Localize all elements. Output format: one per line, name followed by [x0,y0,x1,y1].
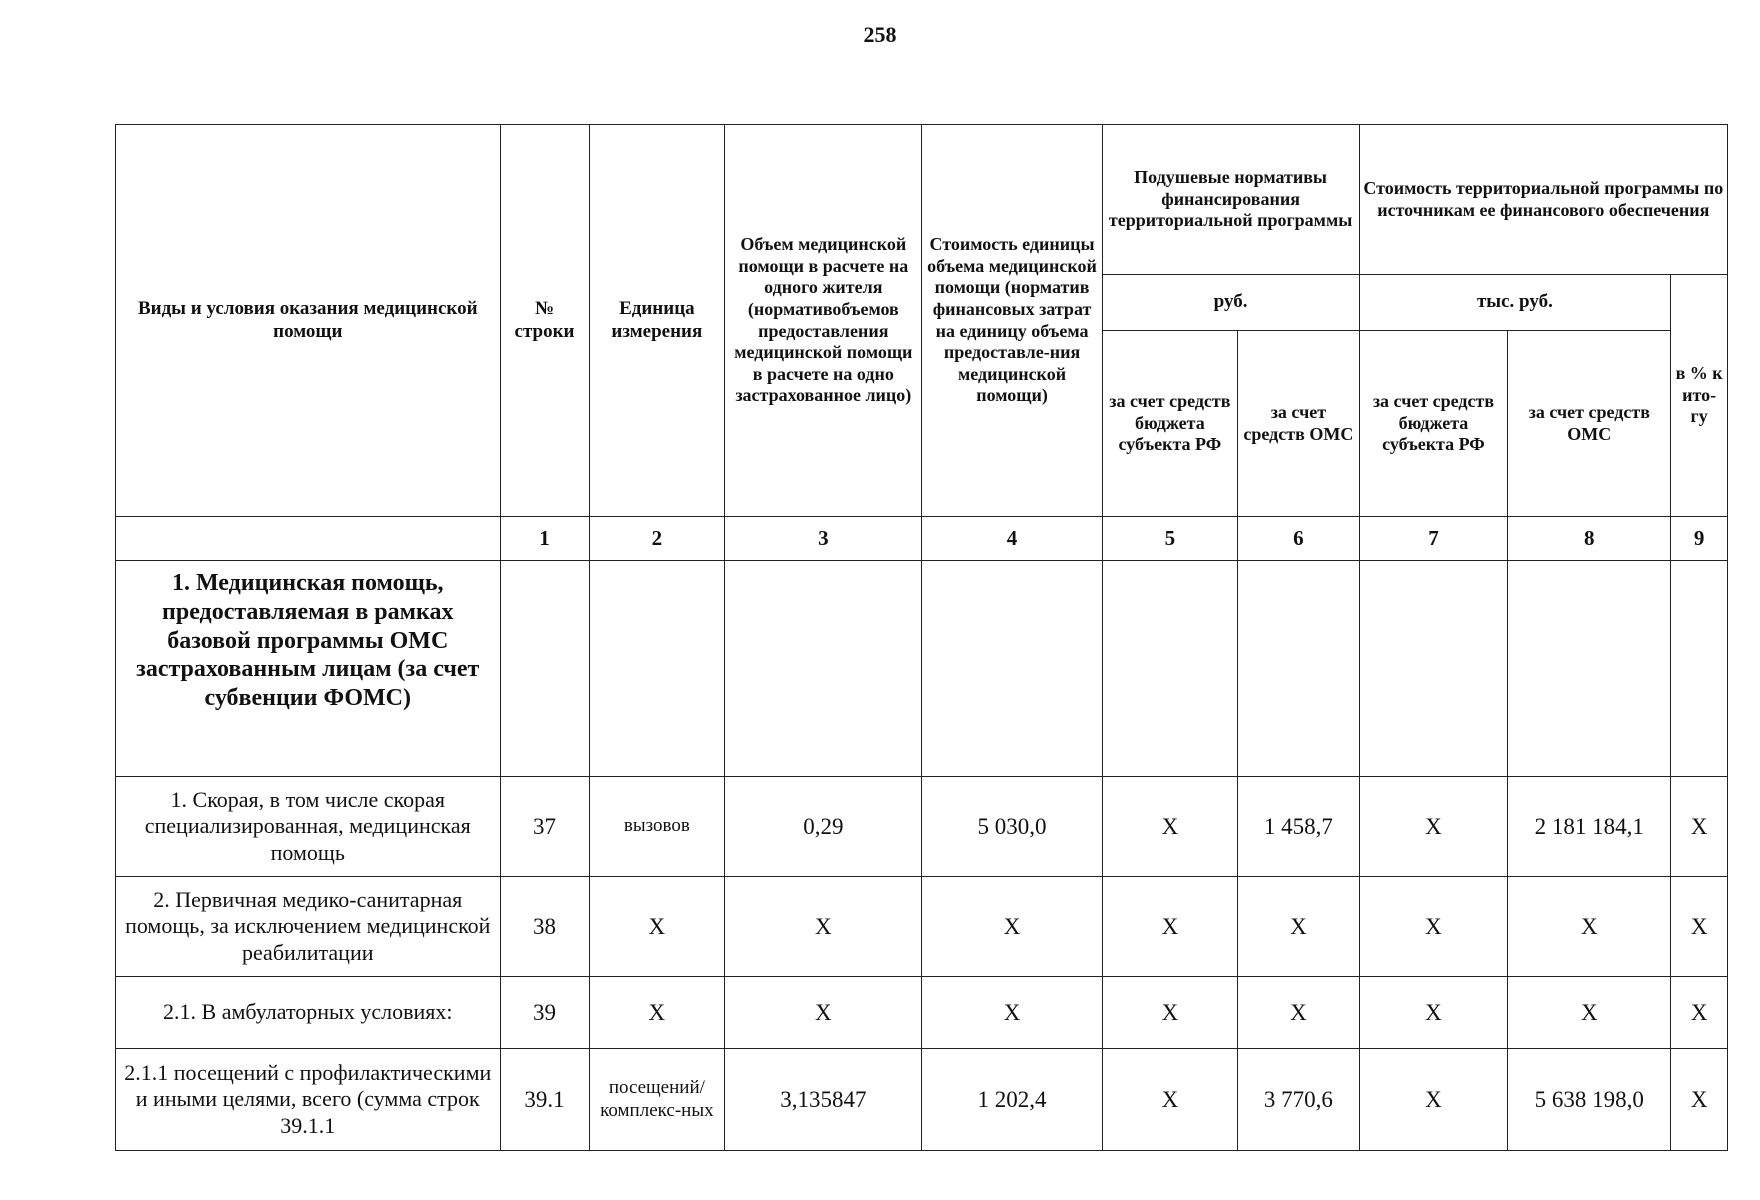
cell-percent: X [1671,877,1728,977]
column-number: 6 [1238,517,1359,561]
cell-program-budget: X [1359,977,1508,1049]
row-number: 39 [500,977,589,1049]
row-name: 2. Первичная медико-санитарная помощь, за исключением медицинской реабилитации [116,877,501,977]
header-unit: Единица измерения [589,125,725,517]
cell-volume: 3,135847 [725,1049,922,1151]
column-number: 5 [1102,517,1238,561]
column-number: 7 [1359,517,1508,561]
cell-program-budget: X [1359,877,1508,977]
row-name: 1. Скорая, в том числе скорая специализированная, медицинская помощь [116,777,501,877]
row-unit: X [589,877,725,977]
cell-per-capita-oms: 3 770,6 [1238,1049,1359,1151]
column-number: 2 [589,517,725,561]
cell-cost: X [922,877,1102,977]
row-unit: посещений/ комплекс-ных [589,1049,725,1151]
cell-per-capita-budget: X [1102,877,1238,977]
row-unit: X [589,977,725,1049]
column-number: 3 [725,517,922,561]
cell-cost: X [922,977,1102,1049]
row-name: 2.1. В амбулаторных условиях: [116,977,501,1049]
section-row [116,561,1728,777]
cell-percent: X [1671,1049,1728,1151]
header-cost: Стоимость единицы объема медицинской помощи (норматив финансовых затрат на единицу объема предоставле-ния медицинской помощи) [922,125,1102,517]
header-program-cost: Стоимость территориальной программы по источникам ее финансового обеспечения [1359,125,1727,275]
cell-volume: X [725,977,922,1049]
row-number: 37 [500,777,589,877]
column-number [116,517,501,561]
column-number: 4 [922,517,1102,561]
cell-percent: X [1671,777,1728,877]
row-number: 38 [500,877,589,977]
row-number: 39.1 [500,1049,589,1151]
header-budget-rf-2: за счет средств бюджета субъекта РФ [1359,331,1508,517]
column-number: 8 [1508,517,1671,561]
header-types: Виды и условия оказания медицинской помощи [116,125,501,517]
cell-program-oms: 2 181 184,1 [1508,777,1671,877]
header-percent-total: в % к ито-гу [1671,275,1728,517]
column-number: 1 [500,517,589,561]
column-number: 9 [1671,517,1728,561]
cell-per-capita-budget: X [1102,777,1238,877]
cell-program-oms: X [1508,877,1671,977]
header-oms: за счет средств ОМС [1238,331,1359,517]
cell-cost: 1 202,4 [922,1049,1102,1151]
cell-volume: X [725,877,922,977]
column-numbers-row [116,517,1728,561]
cell-per-capita-oms: X [1238,977,1359,1049]
cell-per-capita-oms: X [1238,877,1359,977]
row-unit: вызовов [589,777,725,877]
section-title: 1. Медицинская помощь, предоставляемая в рамках базовой программы ОМС застрахованным лицам (за счет субвенции ФОМС) [116,561,501,777]
cell-program-oms: X [1508,977,1671,1049]
header-per-capita: Подушевые нормативы финансирования территориальной программы [1102,125,1359,275]
cell-per-capita-budget: X [1102,1049,1238,1151]
cell-per-capita-oms: 1 458,7 [1238,777,1359,877]
header-volume: Объем медицинской помощи в расчете на одного жителя (нормативобъемов предоставления медицинской помощи в расчете на одно застрахованное лицо) [725,125,922,517]
cell-program-budget: X [1359,777,1508,877]
cell-volume: 0,29 [725,777,922,877]
cell-program-budget: X [1359,1049,1508,1151]
table-row [116,1049,1728,1151]
page-number: 258 [863,22,897,47]
cell-program-oms: 5 638 198,0 [1508,1049,1671,1151]
table-row [116,777,1728,877]
cell-per-capita-budget: X [1102,977,1238,1049]
row-name: 2.1.1 посещений с профилактическими и иными целями, всего (сумма строк 39.1.1 [116,1049,501,1151]
table-row [116,877,1728,977]
header-oms-2: за счет средств ОМС [1508,331,1671,517]
header-thous-rub: тыс. руб. [1359,275,1671,331]
header-rub: руб. [1102,275,1359,331]
financing-table [115,124,1728,1151]
header-row-no: № строки [500,125,589,517]
header-budget-rf: за счет средств бюджета субъекта РФ [1102,331,1238,517]
table-row [116,977,1728,1049]
cell-cost: 5 030,0 [922,777,1102,877]
cell-percent: X [1671,977,1728,1049]
